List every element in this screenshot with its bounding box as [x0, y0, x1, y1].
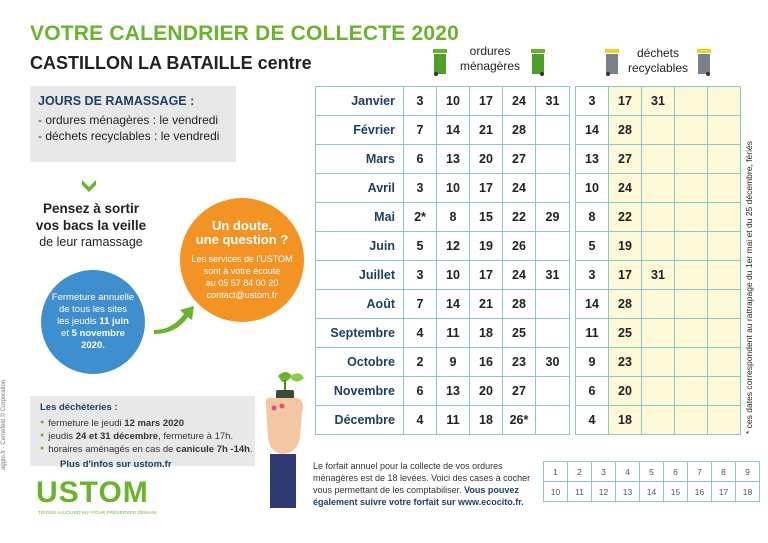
- dr-date-cell: 17: [609, 87, 642, 116]
- month-label: Janvier: [316, 87, 404, 116]
- om-calendar-table: [315, 86, 570, 435]
- dr-date-cell: 9: [576, 348, 609, 377]
- levee-checkbox[interactable]: 6: [664, 462, 688, 482]
- dr-empty-cell: [675, 406, 708, 435]
- om-date-cell: [536, 174, 570, 203]
- om-date-cell: 11: [437, 319, 470, 348]
- om-month-row: [316, 174, 570, 203]
- reminder-line-3: de leur ramassage: [39, 235, 143, 249]
- om-date-cell: [536, 145, 570, 174]
- om-date-cell: 24: [503, 174, 536, 203]
- om-date-cell: 6: [404, 377, 437, 406]
- month-label: Février: [316, 116, 404, 145]
- om-date-cell: 10: [437, 87, 470, 116]
- dr-date-cell: [642, 319, 675, 348]
- yellow-bin-icon: [604, 46, 620, 76]
- om-month-row: [316, 232, 570, 261]
- om-month-row: [316, 145, 570, 174]
- dr-month-row: [576, 145, 741, 174]
- closure-line-1: Fermeture annuelle: [51, 292, 135, 303]
- om-date-cell: 22: [503, 203, 536, 232]
- dr-empty-cell: [708, 174, 741, 203]
- decheteries-title: Les déchèteries :: [40, 402, 118, 413]
- levee-checkbox[interactable]: 11: [568, 482, 592, 502]
- dr-empty-cell: [708, 145, 741, 174]
- om-date-cell: 3: [404, 174, 437, 203]
- dr-date-cell: 28: [609, 290, 642, 319]
- dr-month-row: [576, 203, 741, 232]
- month-label: Juillet: [316, 261, 404, 290]
- om-month-row: [316, 377, 570, 406]
- dr-month-row: [576, 348, 741, 377]
- dr-month-row: [576, 232, 741, 261]
- om-date-cell: 28: [503, 116, 536, 145]
- om-date-cell: 31: [536, 87, 570, 116]
- levee-checkbox[interactable]: 3: [592, 462, 616, 482]
- month-label: Octobre: [316, 348, 404, 377]
- month-label: Mai: [316, 203, 404, 232]
- om-date-cell: 13: [437, 145, 470, 174]
- dr-date-cell: 5: [576, 232, 609, 261]
- dr-empty-cell: [675, 232, 708, 261]
- om-date-cell: 16: [470, 348, 503, 377]
- holiday-note: * ces dates correspondent au rattrapage du 1er mai et du 25 décembre, fériés: [744, 141, 754, 434]
- closure-line-3: les jeudis 11 juin: [57, 316, 129, 327]
- arrow-icon: [150, 300, 198, 336]
- om-date-cell: 11: [437, 406, 470, 435]
- dr-date-cell: 20: [609, 377, 642, 406]
- yellow-bin-icon: [696, 46, 712, 76]
- om-date-cell: 9: [437, 348, 470, 377]
- dr-date-cell: 3: [576, 261, 609, 290]
- dr-month-row: [576, 319, 741, 348]
- dr-empty-cell: [675, 203, 708, 232]
- dr-date-cell: 14: [576, 290, 609, 319]
- om-date-cell: 7: [404, 290, 437, 319]
- dr-date-cell: 14: [576, 116, 609, 145]
- dr-empty-cell: [708, 348, 741, 377]
- month-label: Mars: [316, 145, 404, 174]
- om-date-cell: 2*: [404, 203, 437, 232]
- dr-empty-cell: [675, 319, 708, 348]
- dr-date-cell: 22: [609, 203, 642, 232]
- dr-date-cell: 28: [609, 116, 642, 145]
- levee-checkbox[interactable]: 8: [712, 462, 736, 482]
- om-date-cell: 27: [503, 145, 536, 174]
- om-date-cell: [536, 116, 570, 145]
- month-label: Avril: [316, 174, 404, 203]
- dr-date-cell: 6: [576, 377, 609, 406]
- om-date-cell: [536, 406, 570, 435]
- dr-empty-cell: [708, 232, 741, 261]
- om-month-row: [316, 203, 570, 232]
- dr-header-label: déchets recyclables: [627, 46, 689, 75]
- page-subtitle: CASTILLON LA BATAILLE centre: [30, 53, 312, 73]
- closure-line-5: 2020.: [81, 340, 105, 351]
- collection-days-box: [30, 86, 236, 162]
- dr-date-cell: 31: [642, 261, 675, 290]
- levee-checkbox[interactable]: 7: [688, 462, 712, 482]
- levee-checkbox[interactable]: 16: [688, 482, 712, 502]
- dr-calendar-table: [575, 86, 741, 435]
- dr-empty-cell: [675, 87, 708, 116]
- collection-day-om: - ordures ménagères : le vendredi: [38, 113, 219, 127]
- levee-checkbox[interactable]: 15: [664, 482, 688, 502]
- dr-date-cell: 18: [609, 406, 642, 435]
- dr-date-cell: 3: [576, 87, 609, 116]
- om-date-cell: [536, 290, 570, 319]
- om-date-cell: 17: [470, 174, 503, 203]
- om-header-label: ordures ménagères: [459, 44, 521, 73]
- dr-empty-cell: [675, 348, 708, 377]
- om-date-cell: 10: [437, 261, 470, 290]
- dr-date-cell: [642, 174, 675, 203]
- month-label: Août: [316, 290, 404, 319]
- dr-date-cell: 27: [609, 145, 642, 174]
- om-date-cell: 4: [404, 406, 437, 435]
- levee-checkbox[interactable]: 13: [616, 482, 640, 502]
- om-date-cell: [536, 232, 570, 261]
- om-month-row: [316, 319, 570, 348]
- collection-days-title: JOURS DE RAMASSAGE :: [38, 94, 195, 108]
- dr-date-cell: 13: [576, 145, 609, 174]
- decheteries-item-3: ● horaires aménagés en cas de canicule 7h -14h.: [40, 443, 245, 456]
- dr-empty-cell: [675, 145, 708, 174]
- contact-line-2: sont à votre écoute: [203, 266, 281, 276]
- dr-empty-cell: [708, 261, 741, 290]
- om-date-cell: 13: [437, 377, 470, 406]
- credit-text: agglo.fr · Cemefeld © Corporation: [1, 379, 7, 470]
- om-date-cell: 23: [503, 348, 536, 377]
- levee-checkbox[interactable]: 18: [736, 482, 760, 502]
- levees-checkbox-grid: [543, 461, 760, 502]
- chevron-down-icon: [80, 176, 98, 194]
- dr-empty-cell: [675, 261, 708, 290]
- month-label: Juin: [316, 232, 404, 261]
- green-bin-icon: [432, 46, 448, 76]
- om-date-cell: 17: [470, 261, 503, 290]
- levee-checkbox[interactable]: 17: [712, 482, 736, 502]
- dr-column-header: [604, 44, 714, 80]
- om-date-cell: 26*: [503, 406, 536, 435]
- decheteries-more-info: Plus d'infos sur ustom.fr: [60, 459, 172, 471]
- om-date-cell: [536, 377, 570, 406]
- om-date-cell: 30: [536, 348, 570, 377]
- dr-month-row: [576, 87, 741, 116]
- green-bin-icon: [530, 46, 546, 76]
- dr-empty-cell: [708, 290, 741, 319]
- om-date-cell: 17: [470, 87, 503, 116]
- dr-empty-cell: [675, 116, 708, 145]
- om-date-cell: 28: [503, 290, 536, 319]
- reminder-line-2: vos bacs la veille: [35, 218, 147, 233]
- dr-empty-cell: [708, 87, 741, 116]
- om-date-cell: 31: [536, 261, 570, 290]
- om-date-cell: 19: [470, 232, 503, 261]
- om-date-cell: 27: [503, 377, 536, 406]
- om-date-cell: 3: [404, 261, 437, 290]
- om-month-row: [316, 87, 570, 116]
- dr-date-cell: 11: [576, 319, 609, 348]
- om-date-cell: 14: [437, 290, 470, 319]
- om-date-cell: 18: [470, 319, 503, 348]
- dr-date-cell: [642, 377, 675, 406]
- om-date-cell: 25: [503, 319, 536, 348]
- page-title: VOTRE CALENDRIER DE COLLECTE 2020: [30, 22, 459, 45]
- om-date-cell: 15: [470, 203, 503, 232]
- hand-with-plant-illustration: [256, 368, 316, 508]
- dr-date-cell: 24: [609, 174, 642, 203]
- om-date-cell: 24: [503, 261, 536, 290]
- annual-closure-circle: [41, 270, 145, 374]
- levee-checkbox[interactable]: 12: [592, 482, 616, 502]
- dr-date-cell: [642, 145, 675, 174]
- contact-phone: au 05 57 84 00 20: [205, 278, 279, 288]
- dr-date-cell: [642, 232, 675, 261]
- closure-line-4: et 5 novembre: [61, 328, 125, 339]
- collection-day-recyclables: - déchets recyclables : le vendredi: [38, 129, 220, 143]
- dr-date-cell: 8: [576, 203, 609, 232]
- levee-checkbox[interactable]: 1: [544, 462, 568, 482]
- reminder-text: [28, 200, 154, 251]
- dr-date-cell: [642, 348, 675, 377]
- om-date-cell: 21: [470, 290, 503, 319]
- dr-month-row: [576, 116, 741, 145]
- om-date-cell: 4: [404, 319, 437, 348]
- dr-empty-cell: [675, 174, 708, 203]
- dr-date-cell: 17: [609, 261, 642, 290]
- levee-checkbox[interactable]: 14: [640, 482, 664, 502]
- om-date-cell: 12: [437, 232, 470, 261]
- levee-checkbox[interactable]: 10: [544, 482, 568, 502]
- om-date-cell: 14: [437, 116, 470, 145]
- dr-date-cell: [642, 203, 675, 232]
- levee-checkbox[interactable]: 5: [640, 462, 664, 482]
- ustom-logo: USTOM: [36, 476, 149, 509]
- dr-empty-cell: [708, 203, 741, 232]
- om-date-cell: 5: [404, 232, 437, 261]
- om-date-cell: 21: [470, 116, 503, 145]
- dr-empty-cell: [708, 406, 741, 435]
- om-date-cell: 20: [470, 377, 503, 406]
- om-date-cell: 8: [437, 203, 470, 232]
- levee-checkbox[interactable]: 9: [736, 462, 760, 482]
- dr-month-row: [576, 290, 741, 319]
- dr-empty-cell: [708, 319, 741, 348]
- levee-checkbox[interactable]: 4: [616, 462, 640, 482]
- forfait-text: Le forfait annuel pour la collecte de vos ordures ménagères est de 18 levées. Voici des cases à cocher vous permettant de les comptabiliser. Vous pouvez également suivre votre forfait sur www.ecocito.fr.: [313, 461, 531, 507]
- dr-month-row: [576, 377, 741, 406]
- dr-date-cell: 31: [642, 87, 675, 116]
- om-month-row: [316, 348, 570, 377]
- om-date-cell: 2: [404, 348, 437, 377]
- dr-month-row: [576, 174, 741, 203]
- dr-empty-cell: [675, 290, 708, 319]
- contact-email: contact@ustom.fr: [206, 290, 278, 300]
- decheteries-item-2: ● jeudis 24 et 31 décembre, fermeture à 17h.: [40, 430, 245, 443]
- reminder-line-1: Pensez à sortir: [42, 201, 140, 216]
- dr-empty-cell: [675, 377, 708, 406]
- decheteries-box: [30, 396, 255, 471]
- dr-date-cell: [642, 290, 675, 319]
- dr-empty-cell: [708, 377, 741, 406]
- month-label: Décembre: [316, 406, 404, 435]
- om-date-cell: [536, 319, 570, 348]
- om-date-cell: 29: [536, 203, 570, 232]
- om-date-cell: 24: [503, 87, 536, 116]
- dr-empty-cell: [708, 116, 741, 145]
- dr-date-cell: 19: [609, 232, 642, 261]
- om-date-cell: 20: [470, 145, 503, 174]
- contact-line-1: Les services de l'USTOM: [191, 254, 293, 264]
- dr-month-row: [576, 261, 741, 290]
- dr-date-cell: [642, 406, 675, 435]
- dr-date-cell: [642, 116, 675, 145]
- contact-title: Un doute, une question ?: [195, 218, 289, 247]
- om-date-cell: 18: [470, 406, 503, 435]
- om-date-cell: 3: [404, 87, 437, 116]
- closure-line-2: de tous les sites: [58, 304, 128, 315]
- month-label: Novembre: [316, 377, 404, 406]
- om-column-header: [430, 44, 550, 80]
- om-date-cell: 7: [404, 116, 437, 145]
- decheteries-item-1: ● fermeture le jeudi 12 mars 2020: [40, 417, 245, 430]
- om-date-cell: 6: [404, 145, 437, 174]
- levee-checkbox[interactable]: 2: [568, 462, 592, 482]
- om-month-row: [316, 116, 570, 145]
- logo-tagline: TRIONS AUJOURD'HUI POUR PRÉSERVER DEMAIN: [38, 510, 157, 515]
- month-label: Septembre: [316, 319, 404, 348]
- dr-date-cell: 10: [576, 174, 609, 203]
- dr-date-cell: 25: [609, 319, 642, 348]
- om-date-cell: 10: [437, 174, 470, 203]
- om-date-cell: 26: [503, 232, 536, 261]
- om-month-row: [316, 261, 570, 290]
- dr-month-row: [576, 406, 741, 435]
- dr-date-cell: 4: [576, 406, 609, 435]
- dr-date-cell: 23: [609, 348, 642, 377]
- contact-circle: [180, 198, 304, 322]
- om-month-row: [316, 406, 570, 435]
- om-month-row: [316, 290, 570, 319]
